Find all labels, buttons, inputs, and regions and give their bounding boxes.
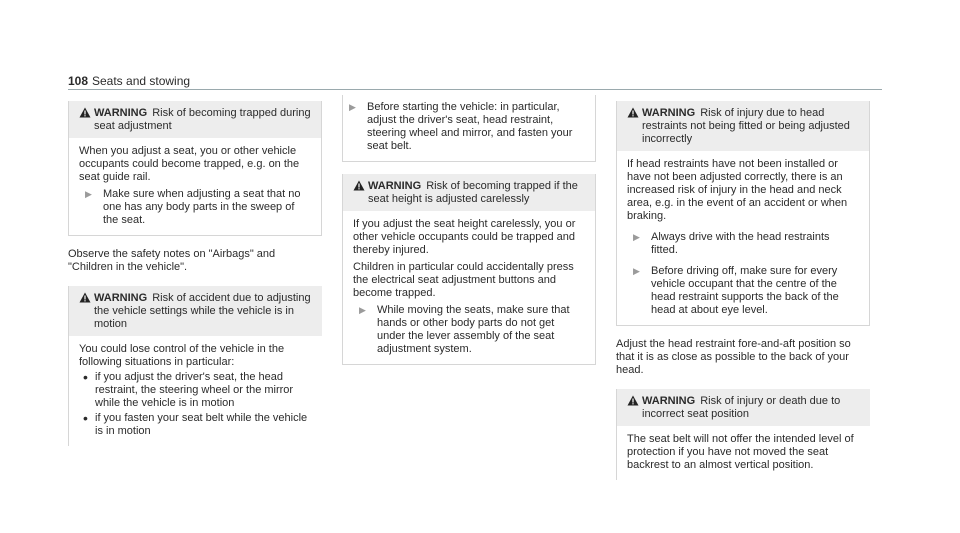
warning-triangle-icon — [353, 180, 368, 206]
step-arrow-icon: ▶ — [349, 102, 356, 112]
warning-triangle-icon — [627, 107, 642, 146]
instruction-step — [627, 265, 859, 317]
warning-header — [69, 101, 321, 138]
page-header — [68, 73, 882, 90]
warning-header — [617, 101, 869, 151]
warning-label: WARNING — [368, 180, 422, 192]
bullet-dot: • — [83, 369, 88, 385]
warning-box-trapped-seat-adjustment — [68, 101, 322, 236]
step-text: Before driving off, make sure for every vehicle occupant that the centre of the head restraint supports the back of the head at about eye level. — [651, 265, 839, 316]
list-item — [83, 412, 312, 438]
warning-text: You could lose control of the vehicle in the following situations in particular: — [79, 343, 285, 368]
warning-header — [343, 174, 595, 211]
step-arrow-icon: ▶ — [85, 189, 92, 199]
warning-title: Risk of injury due to head restraints not being fitted or being adjusted incorrectly — [642, 107, 850, 145]
warning-triangle-icon — [79, 107, 94, 133]
step-text: While moving the seats, make sure that hands or other body parts do not get under the lever assembly of the seat adjustment system. — [377, 304, 570, 355]
warning-box-head-restraints — [616, 101, 870, 326]
warning-text: If you adjust the seat height carelessly, you or other vehicle occupants could be trapped and thereby injured. — [353, 218, 576, 256]
bullet-dot: • — [83, 410, 88, 426]
step-text: Before starting the vehicle: in particular, adjust the driver's seat, head restraint, steering wheel and mirror, and fasten your seat belt. — [367, 101, 573, 152]
warning-box-adjusting-while-moving — [68, 286, 322, 446]
warning-label: WARNING — [642, 107, 696, 119]
step-text: Always drive with the head restraints fitted. — [651, 231, 830, 256]
warning-title: Risk of becoming trapped if the seat height is adjusted carelessly — [368, 180, 578, 205]
step-arrow-icon: ▶ — [633, 232, 640, 242]
middle-column — [342, 95, 596, 377]
adjustment-note: Adjust the head restraint fore-and-aft position so that it is as close as possible to the back of your head. — [616, 338, 851, 376]
warning-body — [69, 138, 321, 235]
bullet-text: if you fasten your seat belt while the vehicle is in motion — [95, 412, 308, 437]
bullet-text: if you adjust the driver's seat, the head restraint, the steering wheel or the mirror while the vehicle is in motion — [95, 371, 294, 409]
safety-note: Observe the safety notes on "Airbags" and "Children in the vehicle". — [68, 248, 276, 273]
warning-text: If head restraints have not been installed or have not been adjusted correctly, there is an increased risk of injury in the head and neck area, e.g. in the event of an accident or when braking. — [627, 158, 848, 222]
warning-triangle-icon — [79, 292, 94, 331]
warning-header — [617, 389, 870, 426]
warning-title: Risk of accident due to adjusting the vehicle settings while the vehicle is in motion — [94, 292, 311, 330]
warning-header — [69, 286, 322, 336]
warning-box-seat-height — [342, 174, 596, 365]
page-number: 108 — [68, 74, 89, 88]
section-title: Seats and stowing — [92, 74, 191, 88]
list-item — [83, 371, 312, 410]
instruction-step — [627, 231, 859, 257]
warning-triangle-icon — [627, 395, 642, 421]
left-column — [68, 101, 322, 458]
warning-body — [617, 426, 870, 480]
warning-body — [343, 211, 595, 364]
step-arrow-icon: ▶ — [359, 305, 366, 315]
warning-title: Risk of becoming trapped during seat adjustment — [94, 107, 311, 132]
warning-body — [69, 336, 322, 446]
warning-label: WARNING — [94, 107, 148, 119]
warning-text: The seat belt will not offer the intended level of protection if you have not moved the seat backrest to an almost vertical position. — [627, 433, 854, 471]
instruction-step — [79, 188, 311, 227]
warning-text: When you adjust a seat, you or other vehicle occupants could become trapped, e.g. on the seat guide rail. — [79, 145, 300, 183]
warning-box-seat-position — [616, 389, 870, 480]
instruction-step — [353, 304, 585, 356]
step-text: Make sure when adjusting a seat that no one has any body parts in the sweep of the seat. — [103, 188, 301, 226]
step-arrow-icon: ▶ — [633, 266, 640, 276]
warning-label: WARNING — [642, 395, 696, 407]
warning-body — [617, 151, 869, 325]
right-column — [616, 101, 870, 492]
warning-label: WARNING — [94, 292, 148, 304]
instruction-step-box — [342, 95, 596, 162]
warning-text: Children in particular could accidentally press the electrical seat adjustment buttons and become trapped. — [353, 261, 574, 299]
warning-title: Risk of injury or death due to incorrect seat position — [642, 395, 841, 420]
instruction-step — [343, 101, 585, 153]
